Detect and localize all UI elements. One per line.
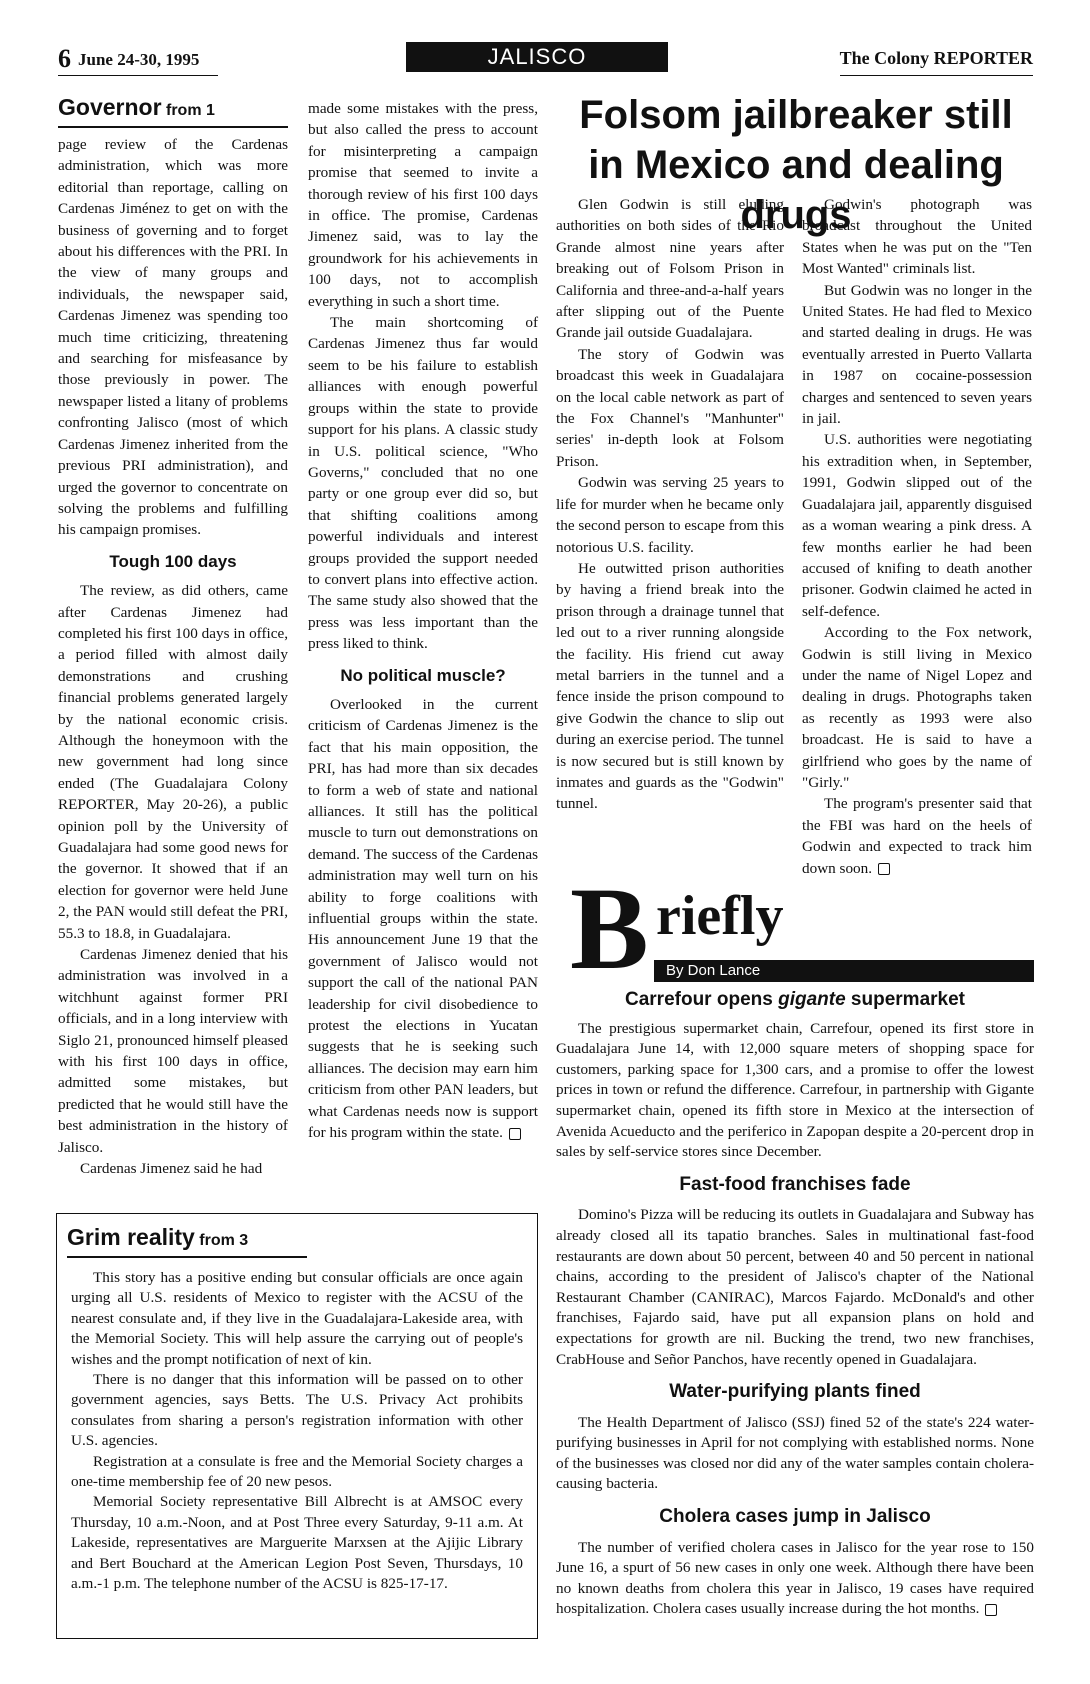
folsom-para (802, 793, 1032, 879)
grim-para: There is no danger that this information will be passed on to other government agencies, says Betts. The U.S. Privacy Act prohibits consulates from sharing a person's registration information with other U.S. agencies. (71, 1371, 523, 1450)
briefly-masthead (556, 863, 1034, 994)
section-title: JALISCO (487, 44, 587, 69)
briefly-heading-post: supermarket (845, 989, 965, 1010)
governor-title: Governor (58, 94, 162, 120)
briefly-item-body (556, 1538, 1034, 1620)
governor-para: made some mistakes with the press, but also called the press to account for misinterpreting a campaign promise that seemed to invite a thorough review of his first 100 days in office. The promise, Cardenas Jimenez said, was to lay the groundwork for his achievements in 100 days, not to accomplish everything in such a short time. (308, 100, 538, 310)
folsom-para: U.S. authorities were negotiating his extradition when, in September, 1991, Godwin slipped out of the Guadalajara jail, apparently disguised as a woman wearing a pink dress. A few months earlier he had been accused of knifing to death another prisoner. Godwin claimed he acted in self-defence. (802, 431, 1032, 620)
folsom-para: He outwitted prison authorities by having a friend break into the prison through a drainage tunnel that led out to a river running alongside the facility. His friend cut away metal barriers in the tunnel and a fence inside the prison compound to give Godwin the chance to slip out during an exercise period. The tunnel is now secured but is still known by inmates and guards as the "Godwin" tunnel. (556, 559, 784, 813)
governor-para-text: Overlooked in the current criticism of Cardenas Jimenez is the fact that his main opposition, the PRI, has had more than six decades to form a web of state and national alliances. It still has the political muscle to turn out demonstrations on demand. The success of the Cardenas administration may well turn on his ability to forge coalitions with influential groups within the state. His announcement June 19 that the government of Jalisco would not support the call of the national PAN leadership for civil disobedience to protest the elections in Yucatan suggests that he is seeking such alliances. The decision may earn him criticism from other PAN leaders, but what Cardenas needs now is support for his program within the state. (308, 695, 538, 1142)
publication-name: The Colony REPORTER (839, 48, 1033, 68)
briefly-item-body: The Health Department of Jalisco (SSJ) fined 52 of the state's 224 water-purifying businesses in April for not complying with established norms. None of the businesses was closed nor did any of the water samples contain cholera-causing bacteria. (556, 1413, 1034, 1493)
briefly-item-body: The prestigious supermarket chain, Carrefour, opened its first store in Guadalajara June 14, with 12,000 square meters of shopping space for customers, parking space for 1,300 cars, and a promise to offer the lowest prices in town or refund the difference. Carrefour, in partnership with Gigante supermarket chain, opened its fifth store in Mexico at the intersection of Avenida Acueducto and the periferico in Zapopan despite a 20-percent drop in sales by self-service stores since December. (556, 1019, 1034, 1161)
briefly-item (556, 1507, 1034, 1620)
governor-col-1 (58, 134, 288, 1180)
briefly-item-heading: Water-purifying plants fined (669, 1381, 921, 1403)
page-number: 6 (58, 44, 71, 73)
briefly-heading-pre: Carrefour opens (625, 989, 779, 1010)
briefly-item-heading (556, 990, 1034, 1011)
governor-para: Cardenas Jimenez denied that his administration was involved in a witchhunt against former PRI officials, and in a long interview with Siglo 21, pronounced himself pleased with his first 100 days in office, admitted some mistakes, but predicted that he would still have the best administration in the history of Jalisco. (58, 946, 288, 1156)
page-header (58, 40, 1033, 74)
briefly-big-letter: B (570, 863, 649, 994)
briefly-item-heading: Fast-food franchises fade (679, 1173, 911, 1195)
grim-from: from 3 (199, 1232, 249, 1249)
grim-para: Registration at a consulate is free and the Memorial Society charges a one-time membership fee of 20 new pesos. (71, 1452, 523, 1491)
briefly-item-body: Domino's Pizza will be reducing its outlets in Guadalajara and Subway has already closed all its tapatio branches. Sales in multinational fast-food restaurants are down about 50 percent, between 40 and 50 percent in national chains, according to the president of Jalisco's chapter of the National Restaurant Chamber (CANIRAC), Marcos Fajardo. McDonald's and other franchises, Fajardo said, have put all expansion plans on hold and expectations for growth are nil. Bucking the trend, two new franchises, CrabHouse and Señor Panchos, have recently opened in Guadalajara. (556, 1206, 1034, 1368)
end-mark-icon (509, 1128, 521, 1140)
briefly-body-text: The number of verified cholera cases in Jalisco for the year rose to 150 June 16, a spurt of 56 new cases in only one week. Although there have been no known deaths from cholera this year in Jalisco, 19 cases have required hospitalization. Cholera cases usually increase during the hot months. (556, 1538, 1034, 1618)
end-mark-icon (985, 1604, 997, 1616)
grim-heading (67, 1224, 248, 1251)
briefly-item (556, 1382, 1034, 1495)
section-banner (406, 42, 668, 72)
governor-para: The review, as did others, came after Cardenas Jimenez had completed his first 100 days in office, a period filled with almost daily demonstrations and crushing financial problems generated largely by the national economic crisis. Although the honeymoon with the new government had long since ended (The Guadalajara Colony REPORTER, May 20-26), a public opinion poll by the University of Guadalajara had some good news for the governor. It showed that if an election for governor were held June 2, the PAN would still defeat the PRI, 55.3 to 18.8, in Guadalajara. (58, 582, 288, 942)
briefly-byline: By Don Lance (666, 962, 761, 979)
folsom-col-b (802, 194, 1032, 879)
folsom-para: But Godwin was no longer in the United States. He had fled to Mexico and started dealing in drugs. He was eventually arrested in Puerto Vallarta in 1987 on cocaine-possession charges and sentenced to seven years in jail. (802, 281, 1032, 428)
governor-from: from 1 (165, 102, 215, 119)
governor-subhead-muscle: No political muscle? (340, 665, 506, 685)
briefly-item-heading: Cholera cases jump in Jalisco (659, 1506, 931, 1528)
governor-para: page review of the Cardenas administration, which was more editorial than reportage, calling on Cardenas Jiménez to get on with the business of governing and to forget about his differences with the PRI. In the view of many groups and individuals, the newspaper said, Cardenas Jimenez was spending too much time criticizing, threatening and searching for misfeasance by those previously in power. The newspaper listed a litany of problems confronting Jalisco (most of which Cardenas Jimenez inherited from the previous PRI administration), and urged the governor to concentrate on solving the problems and fulfilling his campaign promises. (58, 136, 288, 539)
grim-title: Grim reality (67, 1224, 195, 1250)
governor-para: The main shortcoming of Cardenas Jimenez thus far would seem to be his failure to establish alliances with enough powerful groups within the state to provide support for his plans. A classic study in U.S. political science, "Who Governs," concluded that no one party or one group ever did so, but that shifting coalitions among powerful individuals and interest groups provided the support needed to convert plans into effective action. The same study also showed that the press was less important than the press liked to think. (308, 314, 538, 653)
grim-reality-box (56, 1213, 538, 1639)
grim-body (71, 1268, 523, 1595)
grim-rule (67, 1256, 307, 1258)
folsom-para: According to the Fox network, Godwin is still living in Mexico under the name of Nigel Lopez and dealing in drugs. Photographs taken as recently as 1993 were also broadcast. He is said to have a girlfriend who goes by the name of "Girly." (802, 624, 1032, 791)
folsom-para-text: The program's presenter said that the FBI was hard on the heels of Godwin and expected to track him down soon. (802, 795, 1032, 877)
folsom-col-a (556, 194, 784, 815)
briefly-item (556, 1175, 1034, 1370)
governor-heading (58, 94, 288, 121)
governor-col-2 (308, 98, 538, 1144)
issue-date: June 24-30, 1995 (78, 50, 200, 69)
end-mark-icon (878, 863, 890, 875)
folsom-headline: Folsom jailbreaker still in Mexico and dealing drugs (579, 93, 1013, 237)
briefly-title: riefly (656, 885, 784, 947)
header-rule-right (840, 75, 1033, 76)
governor-rule (58, 126, 288, 128)
briefly-item (556, 990, 1034, 1163)
governor-para (308, 694, 538, 1144)
header-rule-left (58, 75, 218, 76)
governor-para: Cardenas Jimenez said he had (80, 1160, 263, 1178)
grim-para: This story has a positive ending but consular officials are once again urging all U.S. residents of Mexico to register with the ACSU of the nearest consulate and, if they live in the Guadalajara-Lakeside area, with the Memorial Society. This will help assure the carrying out of people's wishes and the prompt notification of next of kin. (71, 1269, 523, 1368)
folsom-para: Glen Godwin is still eluding authorities on both sides of the Rio Grande almost nine years after breaking out of Folsom Prison in California and three-and-a-half years after slipping out of the Puente Grande jail outside Guadalajara. (556, 196, 784, 342)
folsom-para: Godwin's photograph was broadcast throughout the United States when he was put on the "Ten Most Wanted" criminals list. (802, 196, 1032, 278)
folsom-para: The story of Godwin was broadcast this week in Guadalajara on the local cable network as part of the Fox Channel's "Manhunter" series' in-depth look at Folsom Prison. (556, 345, 784, 470)
folsom-para: Godwin was serving 25 years to life for murder when he became only the second person to escape from this notorious U.S. facility. (556, 474, 784, 556)
briefly-byline-bar (654, 960, 1034, 982)
briefly-items (556, 990, 1034, 1620)
grim-para: Memorial Society representative Bill Albrecht is at AMSOC every Thursday, 10 a.m.-Noon, and at Post Three every Saturday, 9-11 a.m. At Lakeside, representatives are Marguerite Marxsen at the Ajijic Library and Bert Bouchard at the American Legion Post Seven, Thursdays, 10 a.m.-1 p.m. The telephone number of the ACSU is 825-17-17. (71, 1493, 523, 1593)
briefly-heading-em: gigante (778, 989, 846, 1010)
governor-subhead-tough: Tough 100 days (109, 551, 237, 571)
